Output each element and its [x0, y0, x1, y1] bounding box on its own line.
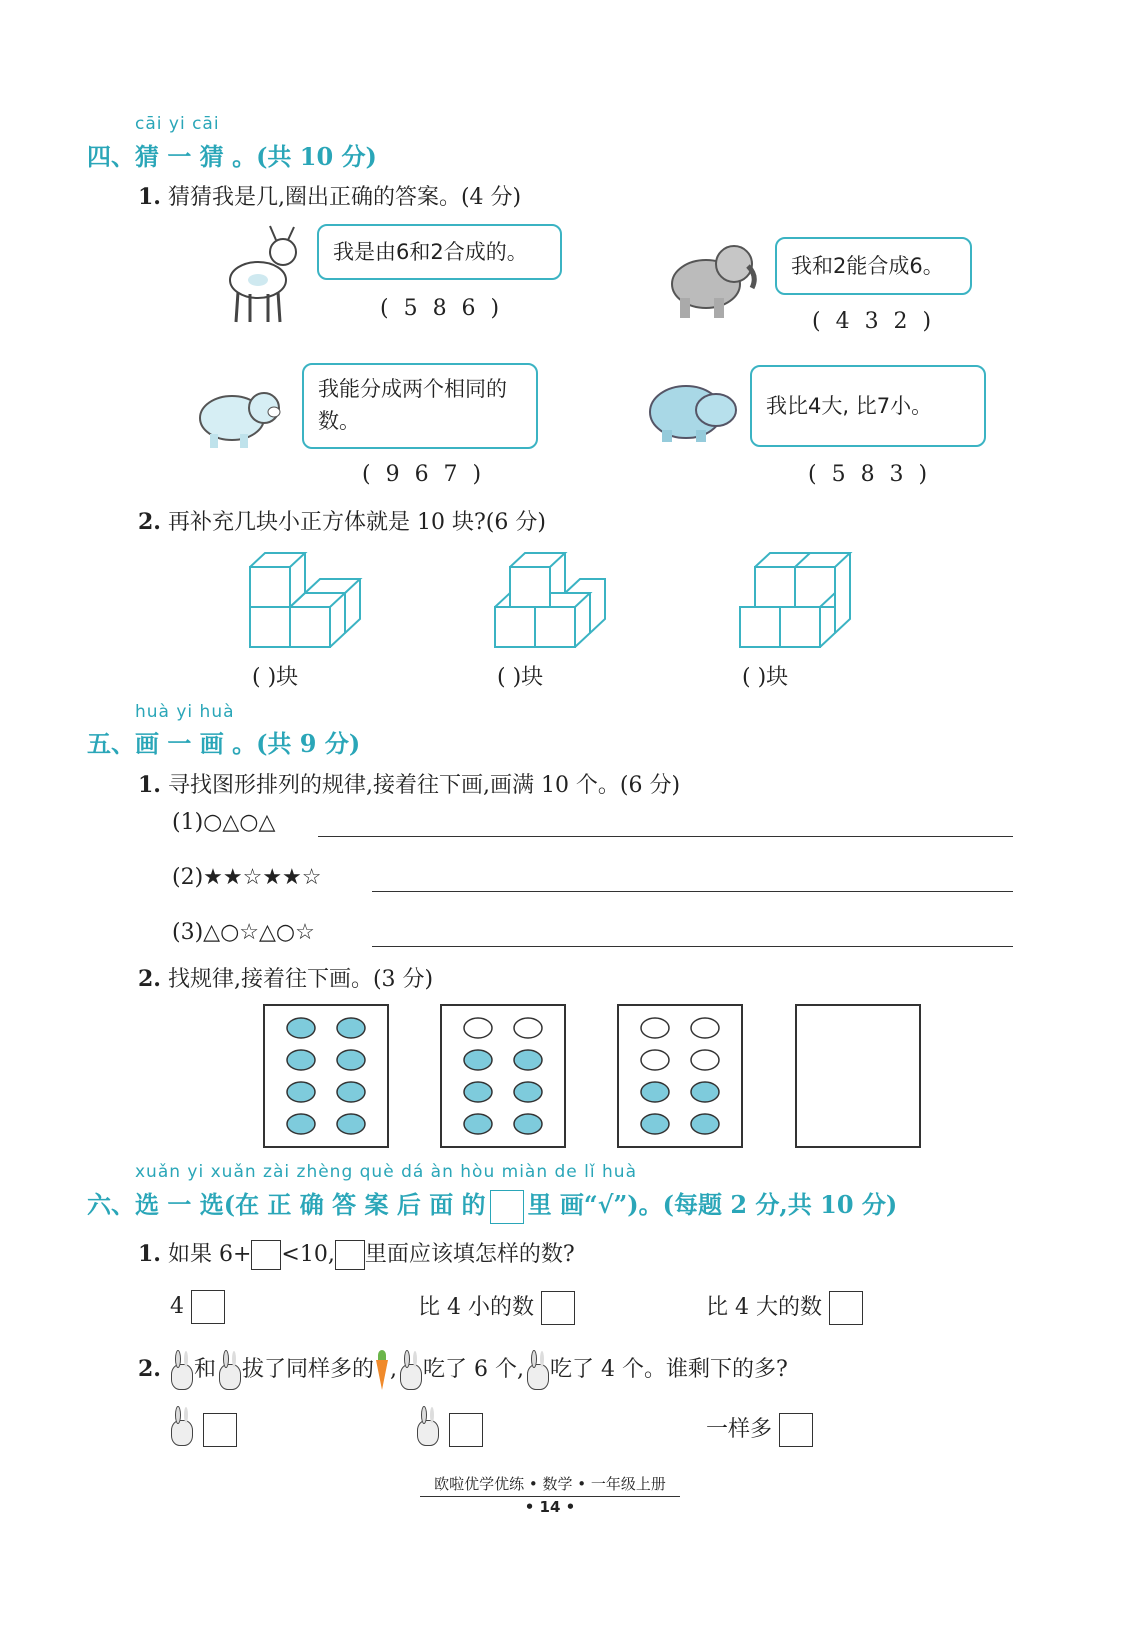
- q6-2-option-3: [706, 1412, 813, 1447]
- filled-dot: [514, 1050, 542, 1070]
- q6-2-option-2: [414, 1406, 483, 1454]
- sec6-title-box: [490, 1190, 524, 1224]
- rabbit-gray-icon: [168, 1350, 194, 1390]
- options-elephant: ( 4 3 2 ): [812, 309, 936, 334]
- answer-checkbox[interactable]: [203, 1413, 237, 1447]
- sec5-title: 五、画 一 画 。(共 9 分): [87, 729, 361, 758]
- carrot-icon: [374, 1350, 390, 1390]
- q6-2-option-1: [168, 1406, 237, 1454]
- option-label: 比 4 大的数: [706, 1295, 822, 1320]
- answer-checkbox[interactable]: [829, 1291, 863, 1325]
- bubble-elephant: 我和2能合成6。: [775, 237, 972, 295]
- option-label: 一样多: [706, 1417, 773, 1442]
- rabbit-white-icon: [216, 1350, 242, 1390]
- q-pre: 如果 6+: [167, 1242, 252, 1267]
- filled-dot: [337, 1018, 365, 1038]
- options-goat: ( 5 8 6 ): [380, 296, 504, 321]
- rabbit-gray-icon: [397, 1350, 423, 1390]
- q-text: 寻找图形排列的规律,接着往下画,画满 10 个。(6 分): [167, 773, 681, 798]
- answer-blank-1[interactable]: ( )块: [252, 665, 299, 690]
- answer-checkbox[interactable]: [191, 1290, 225, 1324]
- empty-dot: [691, 1018, 719, 1038]
- filled-dot: [641, 1082, 669, 1102]
- inline-box: [251, 1240, 281, 1270]
- answer-checkbox[interactable]: [779, 1413, 813, 1447]
- answer-blank-2[interactable]: ( )块: [497, 665, 544, 690]
- option-label: 4: [170, 1294, 184, 1319]
- pattern-row-2: (2)★★☆★★☆: [172, 865, 322, 890]
- q-text: ,: [390, 1357, 397, 1382]
- filled-dot: [464, 1082, 492, 1102]
- sec6-title: [87, 1185, 897, 1224]
- bubble-goat: 我是由6和2合成的。: [317, 224, 562, 280]
- options-pig: ( 9 6 7 ): [362, 462, 486, 487]
- filled-dot: [337, 1114, 365, 1134]
- bubble-hippo: 我比4大, 比7小。: [750, 365, 986, 447]
- rabbit-white-icon: [414, 1406, 444, 1454]
- filled-dot: [514, 1082, 542, 1102]
- filled-dot: [464, 1114, 492, 1134]
- filled-dot: [287, 1082, 315, 1102]
- inline-box: [335, 1240, 365, 1270]
- sec4-title: 四、猜 一 猜 。(共 10 分): [87, 142, 377, 171]
- sec4-pinyin: cāi yi cāi: [135, 114, 220, 134]
- q-text: 再补充几块小正方体就是 10 块?(6 分): [167, 510, 546, 535]
- empty-dot: [641, 1018, 669, 1038]
- sec6-title-b: 里 画“√”)。(每题 2 分,共 10 分): [527, 1190, 898, 1219]
- answer-checkbox[interactable]: [541, 1291, 575, 1325]
- q-text: 找规律,接着往下画。(3 分): [167, 967, 434, 992]
- rabbit-white-icon: [524, 1350, 550, 1390]
- filled-dot: [514, 1114, 542, 1134]
- option-label: 比 4 小的数: [418, 1295, 534, 1320]
- q-num: 2.: [138, 1356, 161, 1382]
- q-text: 吃了 4 个。谁剩下的多?: [549, 1357, 788, 1382]
- filled-dot: [691, 1082, 719, 1102]
- filled-dot: [337, 1050, 365, 1070]
- filled-dot: [691, 1114, 719, 1134]
- options-hippo: ( 5 8 3 ): [808, 462, 932, 487]
- q-num: 2.: [138, 509, 161, 535]
- q-num: 1.: [138, 184, 161, 210]
- filled-dot: [287, 1018, 315, 1038]
- q-text: 拔了同样多的: [241, 1357, 374, 1382]
- q6-2: [138, 1350, 788, 1390]
- q6-1: [138, 1237, 575, 1270]
- sec5-pinyin: huà yi huà: [135, 702, 235, 722]
- empty-dot: [464, 1018, 492, 1038]
- filled-dot: [287, 1050, 315, 1070]
- q-num: 1.: [138, 772, 161, 798]
- q-text: 和: [193, 1357, 216, 1382]
- q6-1-option-1: [170, 1290, 225, 1324]
- q-mid: <10,: [281, 1242, 335, 1267]
- sec6-title-a: 六、选 一 选(在 正 确 答 案 后 面 的: [87, 1190, 486, 1219]
- page-number: • 14 •: [524, 1498, 576, 1516]
- filled-dot: [464, 1050, 492, 1070]
- pattern-row-3: (3)△○☆△○☆: [172, 920, 315, 945]
- filled-dot: [641, 1114, 669, 1134]
- q-text: 吃了 6 个,: [423, 1357, 524, 1382]
- empty-dot: [641, 1050, 669, 1070]
- q-num: 2.: [138, 966, 161, 992]
- q-post: 里面应该填怎样的数?: [364, 1242, 575, 1267]
- q-text: 猜猜我是几,圈出正确的答案。(4 分): [167, 185, 522, 210]
- sec6-pinyin: xuǎn yi xuǎn zài zhèng què dá àn hòu miàn de lǐ huà: [135, 1162, 637, 1182]
- filled-dot: [287, 1114, 315, 1134]
- footer-book: 欧啦优学优练 • 数学 • 一年级上册: [420, 1473, 680, 1497]
- pattern-row-1: (1)○△○△: [172, 810, 276, 835]
- bubble-pig: 我能分成两个相同的数。: [302, 363, 538, 449]
- q6-1-option-2: [418, 1290, 575, 1325]
- rabbit-gray-icon: [168, 1406, 198, 1454]
- empty-dot: [691, 1050, 719, 1070]
- empty-dot: [514, 1018, 542, 1038]
- filled-dot: [337, 1082, 365, 1102]
- answer-checkbox[interactable]: [449, 1413, 483, 1447]
- answer-blank-3[interactable]: ( )块: [742, 665, 789, 690]
- q-num: 1.: [138, 1241, 161, 1267]
- q6-1-option-3: [706, 1290, 863, 1325]
